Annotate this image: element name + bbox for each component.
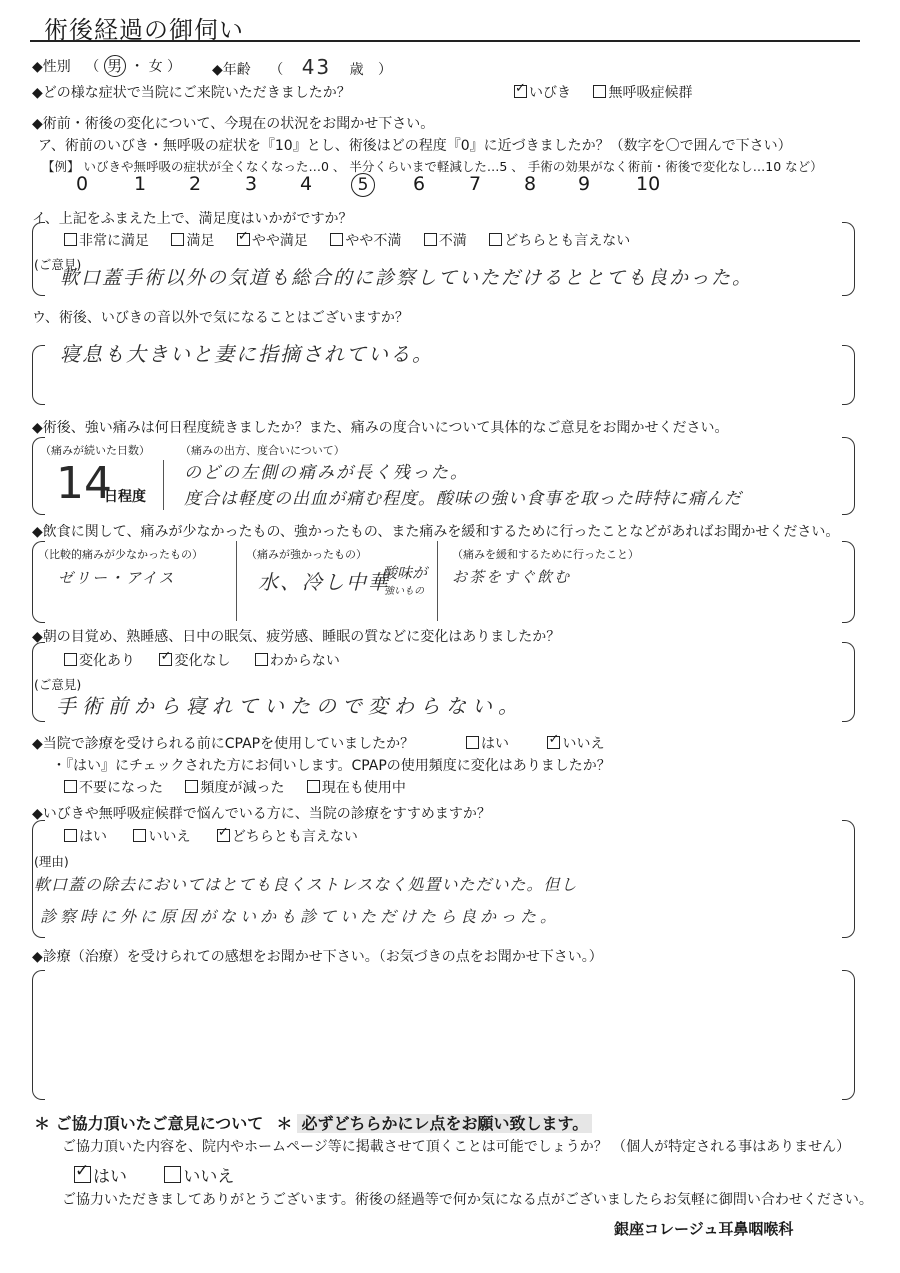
gender-open: （	[85, 59, 100, 75]
food-divider-1	[236, 541, 237, 621]
pain-divider	[163, 460, 164, 510]
symptom-options	[514, 82, 692, 102]
symptom-question: ◆どの様な症状で当院にご来院いただきましたか？	[32, 85, 351, 101]
apnea-label: 無呼吸症候群	[608, 85, 693, 101]
cpap-no-checkbox[interactable]	[547, 736, 560, 749]
pain-detail-label: （痛みの出方、度合いについて）	[180, 444, 345, 457]
scale-6[interactable]: 6	[413, 173, 426, 195]
sleep-unknown-checkbox[interactable]	[255, 653, 268, 666]
scale-1[interactable]: 1	[134, 173, 147, 195]
permission-no: いいえ	[183, 1167, 235, 1187]
option-satisfied-checkbox[interactable]	[171, 233, 184, 246]
scale-2[interactable]: 2	[189, 173, 202, 195]
pain-question: ◆術後、強い痛みは何日程度続きましたか？また、痛みの度合いについて具体的なご意見をお聞かせください。	[32, 420, 729, 436]
gender-row	[32, 55, 181, 77]
sleep-unchanged: 変化なし	[174, 653, 231, 669]
cpap-yes-checkbox[interactable]	[466, 736, 479, 749]
food-col3-label: （痛みを緩和するために行ったこと）	[452, 548, 639, 561]
cpap-still-using-checkbox[interactable]	[307, 780, 320, 793]
recommend-neither-checkbox[interactable]	[217, 829, 230, 842]
recommend-reason-line2[interactable]: 診察時に外に原因がないかも診ていただけたら良かった。	[40, 907, 561, 926]
food-col2-label: （痛みが強かったもの）	[246, 548, 367, 561]
pain-days-unit: 日程度	[104, 489, 146, 505]
impression-bracket-left	[32, 970, 45, 1100]
option-very-satisfied: 非常に満足	[79, 233, 149, 249]
food-col1-label: （比較的痛みが少なかったもの）	[38, 548, 203, 561]
scale-5-selected[interactable]: 5	[351, 173, 375, 197]
pain-bracket-right	[842, 437, 855, 515]
cpap-reduced-checkbox[interactable]	[185, 780, 198, 793]
cpap-no: いいえ	[562, 736, 605, 752]
impression-bracket-right	[842, 970, 855, 1100]
scale-3[interactable]: 3	[245, 173, 258, 195]
cpap-yes: はい	[481, 736, 509, 752]
recommend-no-checkbox[interactable]	[133, 829, 146, 842]
clinic-name: 銀座コレージュ耳鼻咽喉科	[614, 1220, 794, 1238]
pain-detail-line1[interactable]: のどの左側の痛みが長く残った。	[184, 463, 469, 483]
footer-heading	[34, 1111, 592, 1134]
option-somewhat-dissatisfied: やや不満	[345, 233, 402, 249]
recommend-reason-line1[interactable]: 軟口蓋の除去においてはとても良くストレスなく処置いただいた。但し	[34, 875, 578, 894]
sleep-question: ◆朝の目覚め、熟睡感、日中の眠気、疲労感、睡眠の質などに変化はありましたか？	[32, 629, 561, 645]
sleep-opinion-label: (ご意見)	[34, 677, 82, 692]
age-value[interactable]: 43	[301, 55, 332, 79]
gender-female-option[interactable]: 女	[148, 59, 163, 75]
option-somewhat-satisfied: やや満足	[251, 233, 308, 249]
page-title: 術後経過の御伺い	[44, 16, 244, 44]
food-col2-note1[interactable]: 酸味が	[382, 564, 428, 582]
change-example: 【例】 いびきや無呼吸の症状が全くなくなった…0 、 半分くらいまで軽減した…5 、 手術の効果がなく術前・術後で変化なし…10 など）	[42, 159, 823, 174]
other-bracket-right	[842, 345, 855, 405]
impression-question: ◆診療（治療）を受けられての感想をお聞かせ下さい。（お気づきの点をお聞かせ下さい。）	[32, 949, 603, 965]
cpap-unneeded-checkbox[interactable]	[64, 780, 77, 793]
other-concerns-answer[interactable]: 寝息も大きいと妻に指摘されている。	[60, 342, 434, 366]
recommend-question: ◆いびきや無呼吸症候群で悩んでいる方に、当院の診療をすすめますか？	[32, 806, 491, 822]
sleep-unchanged-checkbox[interactable]	[159, 653, 172, 666]
footer-thanks: ご協力いただきましてありがとうございます。術後の経過等で何か気になる点がございましたらお気軽に御問い合わせください。	[62, 1192, 873, 1208]
food-col2-value[interactable]: 水、冷し中華	[258, 570, 390, 594]
sleep-changed-checkbox[interactable]	[64, 653, 77, 666]
cpap-still-using: 現在も使用中	[321, 780, 406, 796]
pain-days-value[interactable]: 14	[56, 458, 112, 509]
food-col3-value[interactable]: お茶をすぐ飲む	[452, 568, 572, 586]
cpap-unneeded: 不要になった	[79, 780, 163, 796]
satisfaction-bracket-right	[842, 222, 855, 296]
permission-no-checkbox[interactable]	[164, 1166, 181, 1183]
pain-days-label: （痛みが続いた日数）	[40, 444, 150, 457]
sleep-opinion[interactable]: 手術前から寝れていたので変わらない。	[56, 694, 524, 718]
age-open: （	[269, 62, 284, 78]
satisfaction-question: イ、上記をふまえた上で、満足度はいかがですか？	[32, 211, 353, 227]
title-divider	[30, 40, 860, 42]
footer-star1: ＊ ご協力頂いたご意見について	[34, 1114, 264, 1133]
option-somewhat-dissatisfied-checkbox[interactable]	[330, 233, 343, 246]
permission-yes: はい	[93, 1167, 127, 1187]
sleep-changed: 変化あり	[79, 653, 135, 669]
cpap-sub-question: ・『はい』にチェックされた方にお伺いします。CPAPの使用頻度に変化はありましたか？	[52, 758, 611, 774]
cpap-sub-options	[64, 777, 406, 797]
gender-label: ◆性別	[32, 59, 71, 75]
recommend-bracket-right	[842, 820, 855, 938]
scale-10[interactable]: 10	[636, 173, 661, 195]
footer-star2: ＊	[276, 1114, 293, 1133]
recommend-yes-checkbox[interactable]	[64, 829, 77, 842]
age-row	[212, 55, 392, 79]
option-somewhat-satisfied-checkbox[interactable]	[237, 233, 250, 246]
permission-yes-checkbox[interactable]	[74, 1166, 91, 1183]
age-label: ◆年齢	[212, 62, 251, 78]
snoring-checkbox[interactable]	[514, 85, 527, 98]
satisfaction-opinion-label: (ご意見)	[34, 257, 82, 272]
sleep-bracket-right	[842, 642, 855, 722]
recommend-no: いいえ	[148, 829, 191, 845]
other-concerns-question: ウ、術後、いびきの音以外で気になることはございますか？	[32, 310, 409, 326]
change-scale	[0, 173, 900, 201]
scale-0[interactable]: 0	[76, 173, 89, 195]
age-unit: 歳	[349, 62, 364, 78]
change-question: ◆術前・術後の変化について、今現在の状況をお聞かせ下さい。	[32, 116, 435, 132]
option-very-satisfied-checkbox[interactable]	[64, 233, 77, 246]
option-neither-checkbox[interactable]	[489, 233, 502, 246]
cpap-question: ◆当院で診療を受けられる前にCPAPを使用していましたか？	[32, 736, 415, 752]
option-dissatisfied-checkbox[interactable]	[424, 233, 437, 246]
recommend-neither: どちらとも言えない	[231, 829, 358, 845]
recommend-options	[64, 826, 358, 846]
option-satisfied: 満足	[186, 233, 215, 249]
impression-answer-area[interactable]	[52, 975, 832, 1093]
scale-9[interactable]: 9	[578, 173, 591, 195]
sleep-unknown: わからない	[269, 653, 340, 669]
food-col1-value[interactable]: ゼリー・アイス	[58, 569, 176, 587]
food-col2-note2[interactable]: 強いもの	[384, 586, 424, 597]
footer-permission-options	[74, 1162, 234, 1187]
gender-close: ）	[167, 59, 182, 75]
snoring-label: いびき	[529, 85, 571, 101]
option-neither: どちらとも言えない	[504, 233, 631, 249]
recommend-reason-label: (理由)	[34, 854, 69, 869]
food-divider-2	[437, 541, 438, 621]
cpap-reduced: 頻度が減った	[200, 780, 285, 796]
pain-detail-line2[interactable]: 度合は軽度の出血が痛む程度。酸味の強い食事を取った時特に痛んだ	[184, 489, 742, 509]
satisfaction-options	[64, 230, 630, 250]
cpap-options	[466, 733, 604, 753]
food-bracket-right	[842, 541, 855, 623]
gender-dot: ・	[130, 59, 145, 75]
apnea-checkbox[interactable]	[593, 85, 606, 98]
other-bracket-left	[32, 345, 45, 405]
sleep-options	[64, 650, 340, 670]
recommend-yes: はい	[79, 829, 107, 845]
satisfaction-opinion[interactable]: 軟口蓋手術以外の気道も総合的に診察していただけるととても良かった。	[60, 267, 754, 289]
footer-permission-question: ご協力頂いた内容を、院内やホームページ等に掲載させて頂くことは可能でしょうか？ （個人が特定される事はありません）	[62, 1139, 851, 1155]
food-question: ◆飲食に関して、痛みが少なかったもの、強かったもの、また痛みを緩和するために行ったことなどがあればお聞かせください。	[32, 524, 840, 540]
change-sub-a: ア、術前のいびき・無呼吸の症状を『10』とし、術後はどの程度『0』に近づきましたか？（数字を〇で囲んで下さい）	[38, 138, 792, 154]
scale-7[interactable]: 7	[469, 173, 482, 195]
scale-8[interactable]: 8	[524, 173, 537, 195]
footer-must-note: 必ずどちらかにレ点をお願い致します。	[297, 1114, 592, 1133]
age-close: ）	[378, 62, 393, 78]
option-dissatisfied: 不満	[438, 233, 467, 249]
gender-male-option[interactable]: 男	[104, 55, 126, 77]
scale-4[interactable]: 4	[300, 173, 313, 195]
